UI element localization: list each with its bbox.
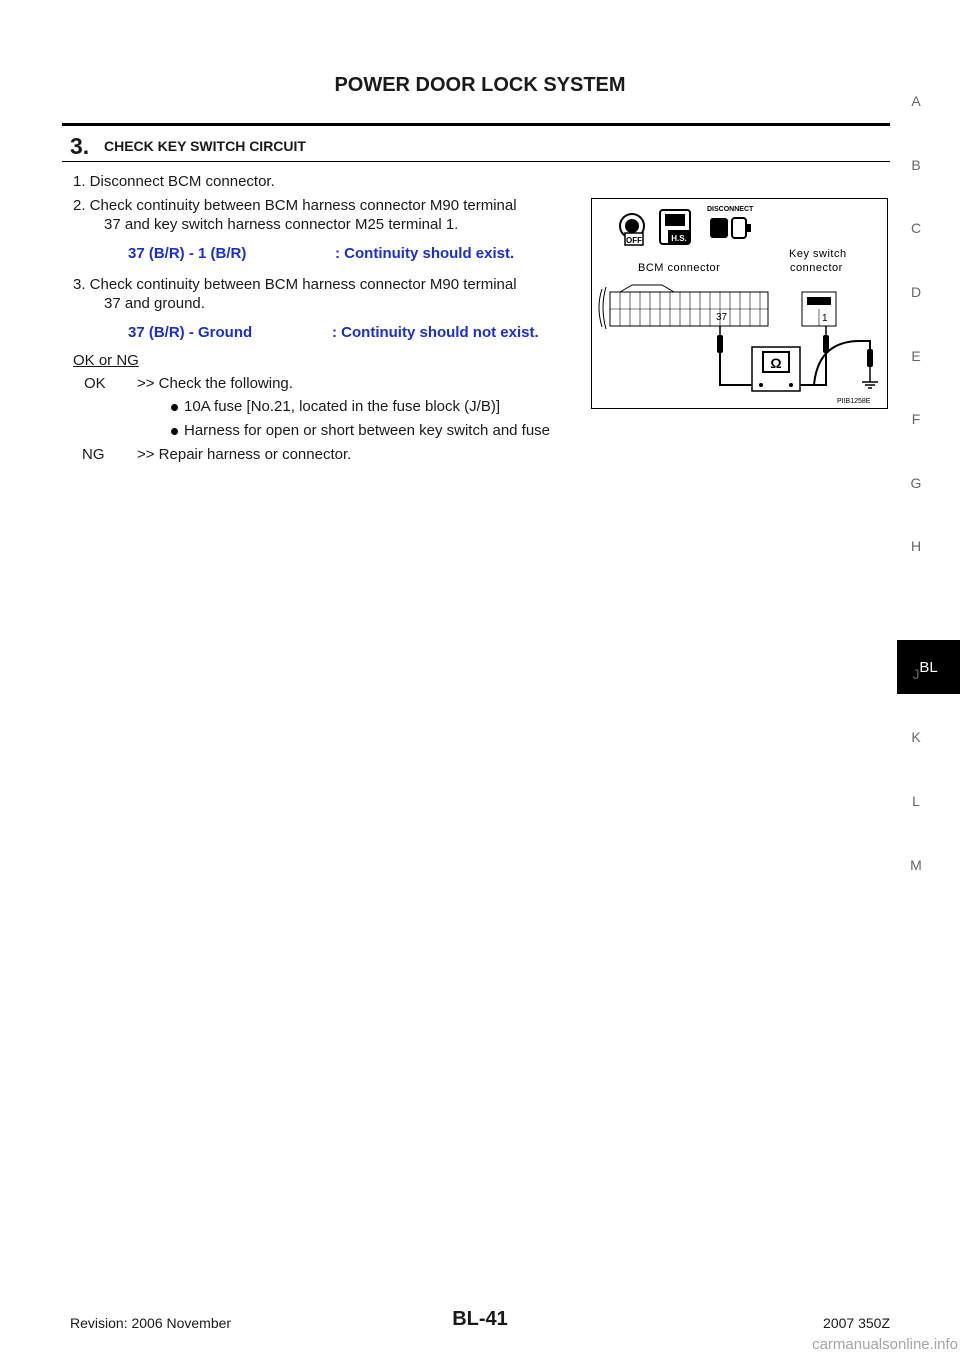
spec-2-result: : Continuity should not exist.: [332, 324, 539, 341]
bcm-connector-label: BCM connector: [638, 262, 721, 274]
spec-1-terminals: 37 (B/R) - 1 (B/R): [128, 245, 247, 262]
connector-diagram: [591, 198, 888, 409]
connector-diagram-svg: [592, 199, 887, 408]
watermark: carmanualsonline.info: [812, 1336, 958, 1353]
side-index-a[interactable]: A: [911, 93, 921, 109]
side-index-j[interactable]: J: [912, 666, 920, 682]
ng-code: NG: [82, 446, 105, 463]
side-index-k[interactable]: K: [911, 729, 921, 745]
side-index-d[interactable]: D: [910, 284, 922, 300]
instruction-2: 2. Check continuity between BCM harness connector M90 terminal 37 and key switch harness connector M25 terminal 1.: [73, 197, 517, 233]
instruction-3: 3. Check continuity between BCM harness connector M90 terminal 37 and ground.: [73, 276, 517, 312]
bullet-icon: [171, 404, 178, 411]
key-switch-label-line1: Key switch: [789, 248, 847, 260]
ng-action: >> Repair harness or connector.: [137, 446, 352, 463]
ok-code: OK: [84, 375, 106, 392]
side-index-g[interactable]: G: [910, 475, 922, 491]
ok-action: >> Check the following.: [137, 375, 293, 392]
bcm-connector: [599, 285, 768, 329]
step-rule: [62, 161, 890, 162]
step-number: 3.: [70, 133, 90, 159]
spec-2-terminals: 37 (B/R) - Ground: [128, 324, 253, 341]
off-label: OFF: [626, 236, 642, 245]
footer-page-number: BL-41: [452, 1308, 508, 1330]
spec-1-result: : Continuity should exist.: [335, 245, 515, 262]
harness-side-icon: [660, 210, 690, 244]
side-index-b[interactable]: B: [911, 157, 921, 173]
ok-bullet-2: Harness for open or short between key switch and fuse: [184, 422, 551, 439]
bullet-icon: [171, 428, 178, 435]
ignition-off-icon: [620, 214, 644, 245]
side-index-c[interactable]: C: [910, 220, 922, 236]
side-index-l[interactable]: L: [912, 793, 920, 809]
figure-id: PIIB1258E: [837, 398, 871, 405]
ok-ng-heading: OK or NG: [73, 352, 139, 369]
side-index-e[interactable]: E: [911, 348, 921, 364]
side-index-m[interactable]: M: [910, 857, 922, 873]
page-title: POWER DOOR LOCK SYSTEM: [334, 74, 626, 96]
terminal-37-label: 37: [716, 312, 728, 323]
side-index-h[interactable]: H: [910, 538, 922, 554]
terminal-1-label: 1: [822, 313, 828, 324]
ohm-symbol: Ω: [770, 355, 782, 371]
instruction-1: 1. Disconnect BCM connector.: [73, 173, 275, 190]
disconnect-icon: [707, 206, 754, 238]
ohmmeter-icon: [752, 347, 800, 391]
footer-revision: Revision: 2006 November: [70, 1315, 232, 1331]
key-switch-connector: [802, 292, 836, 326]
footer-model: 2007 350Z: [823, 1315, 890, 1331]
key-switch-label-line2: connector: [790, 262, 843, 274]
disconnect-label: DISCONNECT: [707, 206, 754, 213]
side-index-f[interactable]: F: [911, 411, 921, 427]
side-index-bl-active[interactable]: BL: [897, 640, 960, 694]
hs-label: H.S.: [671, 234, 687, 243]
header-rule: [62, 123, 890, 126]
step-title: CHECK KEY SWITCH CIRCUIT: [104, 138, 306, 154]
ok-bullet-1: 10A fuse [No.21, located in the fuse block (J/B)]: [184, 398, 501, 415]
